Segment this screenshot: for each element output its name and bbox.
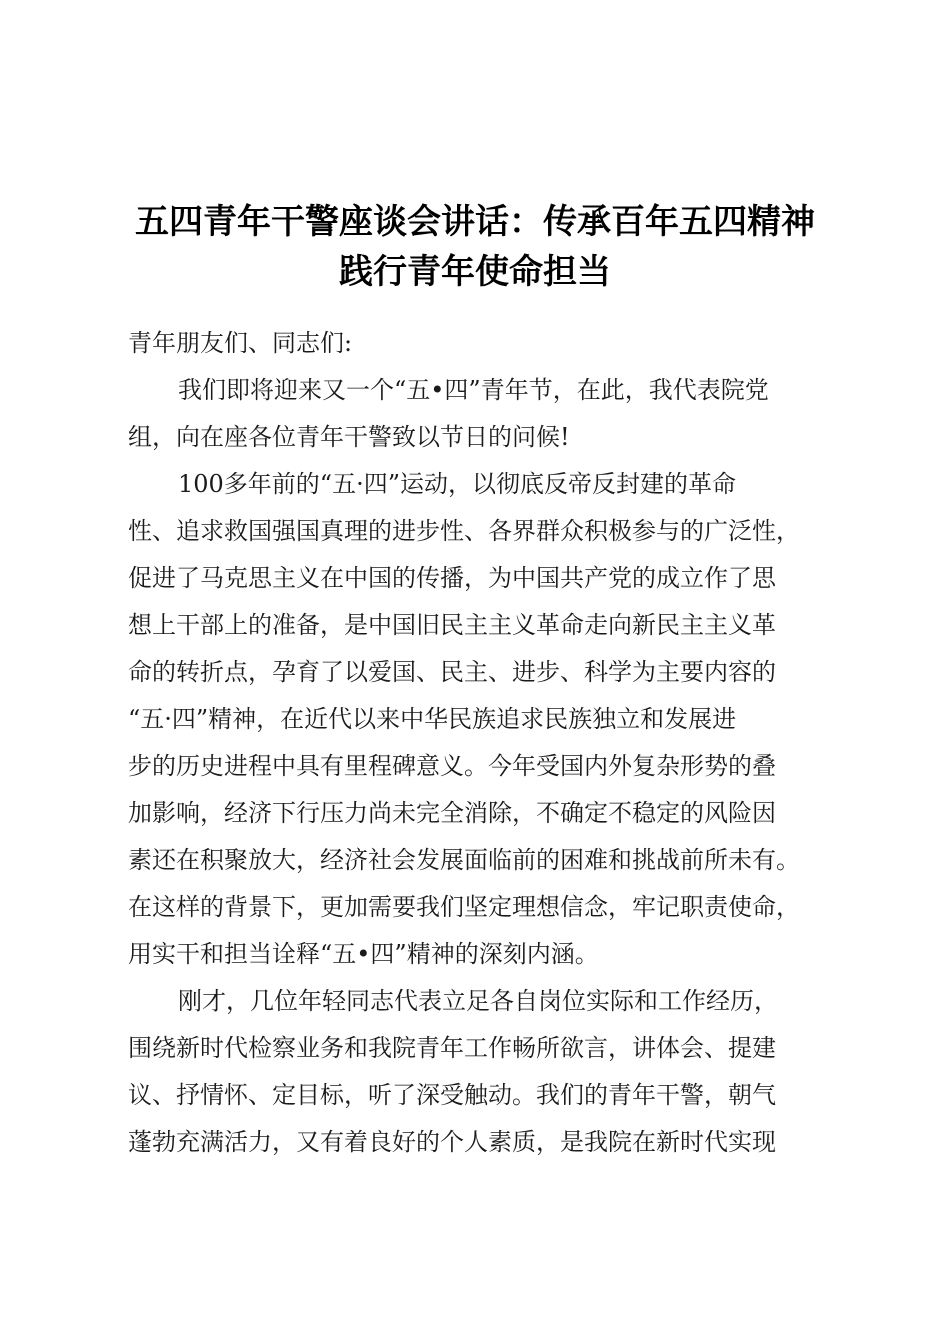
paragraph-2-line-6: “五·四”精神，在近代以来中华民族追求民族独立和发展进 xyxy=(128,705,737,733)
paragraph-3-line-2: 围绕新时代检察业务和我院青年工作畅所欲言，讲体会、提建 xyxy=(128,1034,776,1062)
document-title-line-2: 践行青年使命担当 xyxy=(339,252,611,292)
paragraph-2-line-2: 性、追求救国强国真理的进步性、各界群众积极参与的广泛性， xyxy=(128,517,800,545)
paragraph-3-line-1: 刚才，几位年轻同志代表立足各自岗位实际和工作经历， xyxy=(178,987,778,1015)
paragraph-2-line-1: 100多年前的“五·四”运动，以彻底反帝反封建的革命 xyxy=(178,470,736,498)
paragraph-2-line-3: 促进了马克思主义在中国的传播，为中国共产党的成立作了思 xyxy=(128,564,776,592)
paragraph-2-line-11: 用实干和担当诠释“五•四”精神的深刻内涵。 xyxy=(128,940,599,968)
document-title-line-1: 五四青年干警座谈会讲话：传承百年五四精神 xyxy=(135,202,815,242)
paragraph-2-line-8: 加影响，经济下行压力尚未完全消除，不确定不稳定的风险因 xyxy=(128,799,776,827)
paragraph-2-line-5: 命的转折点，孕育了以爱国、民主、进步、科学为主要内容的 xyxy=(128,658,776,686)
paragraph-3-line-4: 蓬勃充满活力，又有着良好的个人素质，是我院在新时代实现 xyxy=(128,1128,776,1156)
document-body xyxy=(128,320,828,1166)
paragraph-2-line-9: 素还在积聚放大，经济社会发展面临前的困难和挑战前所未有。 xyxy=(128,846,800,874)
paragraph-3-line-3: 议、抒情怀、定目标，听了深受触动。我们的青年干警，朝气 xyxy=(128,1081,776,1109)
salutation: 青年朋友们、同志们: xyxy=(128,329,353,357)
paragraph-2-line-7: 步的历史进程中具有里程碑意义。今年受国内外复杂形势的叠 xyxy=(128,752,776,780)
paragraph-1-line-2: 组，向在座各位青年干警致以节日的问候! xyxy=(128,423,570,451)
paragraph-2-line-10: 在这样的背景下，更加需要我们坚定理想信念，牢记职责使命， xyxy=(128,893,800,921)
paragraph-2-line-4: 想上干部上的准备，是中国旧民主主义革命走向新民主主义革 xyxy=(128,611,776,639)
paragraph-1-line-1: 我们即将迎来又一个“五•四”青年节，在此，我代表院党 xyxy=(178,376,769,404)
